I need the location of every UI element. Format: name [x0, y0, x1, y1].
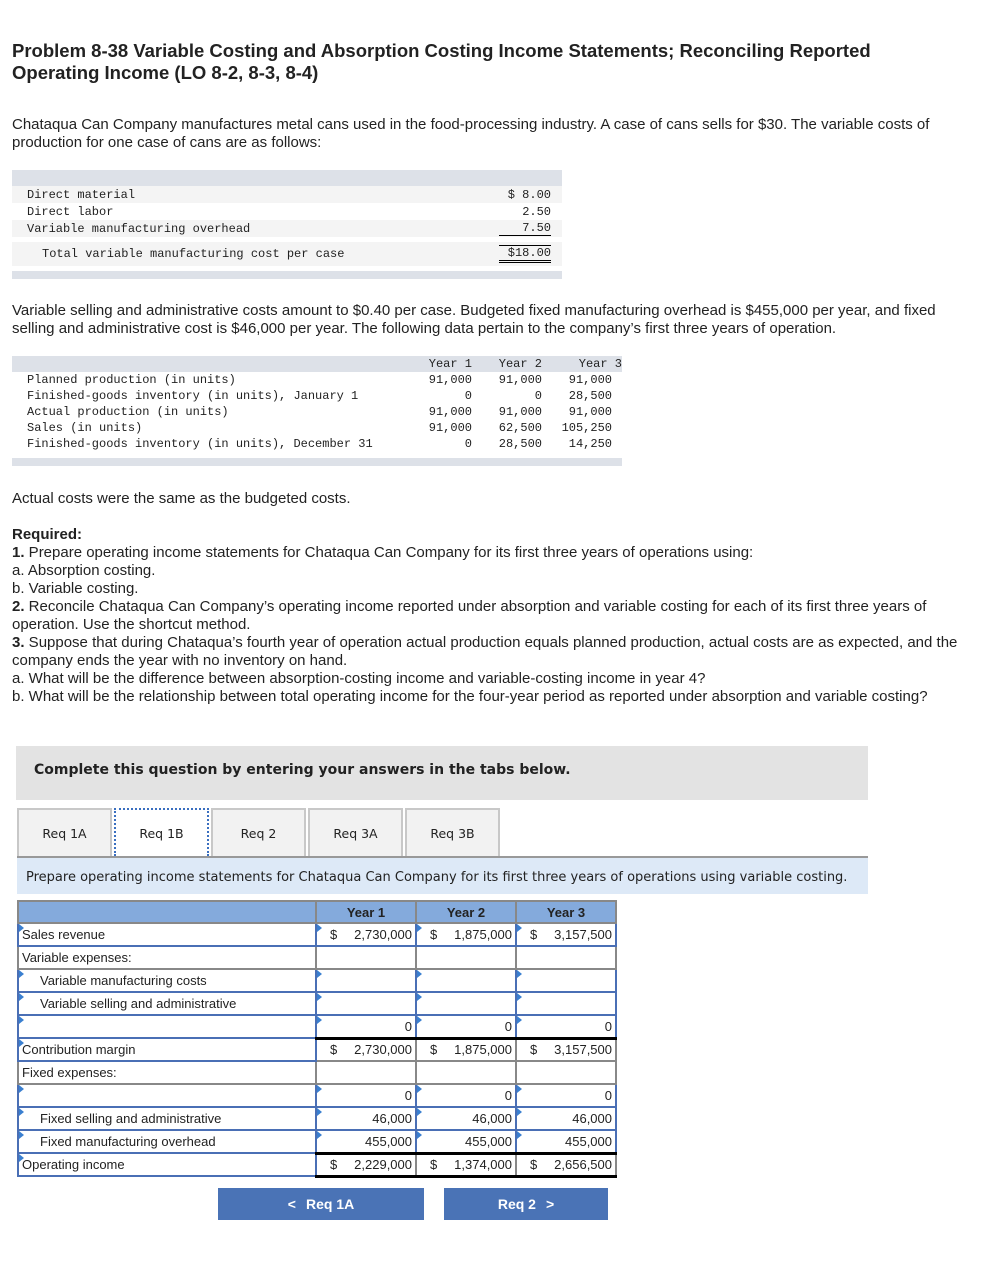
chevron-right-icon: > [545, 1196, 555, 1212]
header-row [18, 901, 616, 923]
amount-value: 0 [404, 1088, 412, 1103]
cell-value: 62,500 [498, 421, 542, 435]
amount-value: 455,000 [365, 1133, 412, 1149]
amount-cell[interactable] [316, 1130, 416, 1153]
amount-cell[interactable] [316, 992, 416, 1015]
amount-cell[interactable] [416, 969, 516, 992]
item-number: 3. [12, 634, 25, 651]
amount-value: 1,875,000 [454, 1042, 512, 1058]
amount-value: 455,000 [565, 1133, 612, 1149]
amount-value: 0 [604, 1088, 612, 1103]
cost-row [12, 220, 562, 237]
row-label-input[interactable] [18, 1107, 316, 1130]
cost-row [12, 203, 562, 220]
next-button[interactable]: Req 2 > [444, 1188, 608, 1220]
amount-value: 1,374,000 [454, 1157, 512, 1172]
row-label: Operating income [22, 1157, 125, 1172]
row-label-input[interactable] [18, 1153, 316, 1176]
amount-cell [316, 946, 416, 969]
cell-value: 0 [464, 437, 472, 451]
statement-row [18, 992, 616, 1015]
amount-value: 2,730,000 [354, 1042, 412, 1058]
table-row [12, 372, 622, 388]
amount-value: 46,000 [572, 1111, 612, 1126]
currency-symbol: $ [430, 927, 438, 942]
row-label-input[interactable] [18, 1015, 316, 1038]
cost-label: Variable manufacturing overhead [27, 221, 251, 236]
cell-value: 0 [534, 389, 542, 403]
cell-value: 91,000 [428, 373, 472, 387]
amount-cell[interactable] [316, 1015, 416, 1038]
amount-value: 0 [604, 1018, 612, 1034]
statement-row [18, 946, 616, 969]
row-label: Variable expenses: [22, 950, 132, 965]
amount-cell[interactable] [516, 1015, 616, 1038]
statement-row [18, 1153, 616, 1176]
cost-label: Direct material [27, 187, 136, 202]
paragraph-2: Variable selling and administrative costs amount to $0.40 per case. Budgeted fixed manufacturing overhead is $455,000 per year, and fixed selling and administrative cost is $46,000 per year. The following data pertain to the company’s first three years of operation. [12, 302, 936, 337]
amount-value: 0 [504, 1088, 512, 1103]
cell-value: 14,250 [568, 437, 612, 451]
item-text: b. Variable costing. [12, 580, 139, 597]
required-item [12, 580, 962, 598]
required-section [12, 526, 962, 706]
cell-value: 91,000 [498, 373, 542, 387]
amount-cell [416, 946, 516, 969]
variable-cost-table [12, 170, 562, 278]
required-item [12, 544, 962, 562]
cell-value: 28,500 [498, 437, 542, 451]
required-item [12, 598, 962, 634]
amount-cell [416, 1061, 516, 1084]
prev-button[interactable]: < Req 1A [218, 1188, 424, 1220]
amount-value: 46,000 [372, 1111, 412, 1126]
cell-value: 91,000 [498, 405, 542, 419]
cell-value: 28,500 [568, 389, 612, 403]
item-text: a. What will be the difference between absorption-costing income and variable-costing income in year 4? [12, 670, 706, 687]
intro-text: Chataqua Can Company manufactures metal cans used in the food-processing industry. A case of cans sells for $30. The variable costs of production for one case of cans are as follows: [12, 116, 930, 151]
amount-cell[interactable] [516, 1107, 616, 1130]
row-label: Finished-goods inventory (in units), December 31 [27, 437, 373, 451]
column-header: Year 2 [472, 356, 542, 372]
cell-value: 91,000 [428, 421, 472, 435]
tab-req-2[interactable]: Req 2 [211, 808, 306, 856]
statement-row [18, 1038, 616, 1061]
amount-cell [316, 1153, 416, 1176]
amount-value: 0 [404, 1018, 412, 1034]
cost-value: 2.50 [522, 204, 551, 219]
row-label: Actual production (in units) [27, 405, 229, 419]
row-label: Sales (in units) [27, 421, 143, 435]
row-label-input [18, 1061, 316, 1084]
column-header: Year 1 [402, 356, 472, 372]
actual-costs-note: Actual costs were the same as the budgeted costs. [12, 490, 351, 507]
tab-req-3b[interactable]: Req 3B [405, 808, 500, 856]
amount-value: 1,875,000 [454, 927, 512, 942]
row-label-input[interactable] [18, 923, 316, 946]
required-item [12, 634, 962, 670]
column-header: Year 3 [542, 356, 622, 372]
currency-symbol: $ [530, 927, 538, 942]
tab-instruction: Prepare operating income statements for Chataqua Can Company for its first three years of operations using variable costing. [17, 858, 868, 894]
total-value: $18.00 [499, 245, 551, 263]
column-header: Year 2 [416, 901, 516, 923]
amount-cell [316, 1061, 416, 1084]
currency-symbol: $ [330, 1042, 338, 1058]
column-header: Year 1 [316, 901, 416, 923]
currency-symbol: $ [430, 1042, 438, 1058]
cost-row [12, 186, 562, 203]
item-text: Suppose that during Chataqua’s fourth year of operation actual production equals planned production, actual costs are as expected, and the company ends the year with no inventory on hand. [12, 634, 958, 669]
amount-cell[interactable] [316, 1107, 416, 1130]
amount-value: 2,730,000 [354, 927, 412, 942]
table-row [12, 420, 622, 436]
row-label-input[interactable] [18, 1084, 316, 1107]
cell-value: 91,000 [568, 405, 612, 419]
item-text: b. What will be the relationship between total operating income for the four-year period as reported under absorption and variable costing? [12, 688, 928, 705]
amount-cell[interactable] [316, 1084, 416, 1107]
row-label: Variable selling and administrative [40, 996, 237, 1011]
statement-row [18, 923, 616, 946]
amount-cell[interactable] [516, 1084, 616, 1107]
table-row [12, 388, 622, 404]
cell-value: 105,250 [561, 421, 612, 435]
total-label: Total variable manufacturing cost per case [42, 247, 345, 261]
amount-cell [316, 1038, 416, 1061]
amount-value: 46,000 [472, 1111, 512, 1126]
amount-cell [516, 1061, 616, 1084]
item-text: a. Absorption costing. [12, 562, 156, 579]
row-label: Contribution margin [22, 1042, 136, 1057]
row-label: Fixed manufacturing overhead [40, 1134, 216, 1149]
row-label: Fixed selling and administrative [40, 1111, 222, 1126]
amount-cell[interactable] [316, 923, 416, 946]
row-label-input[interactable] [18, 992, 316, 1015]
required-item [12, 670, 962, 688]
row-label: Fixed expenses: [22, 1065, 117, 1080]
required-heading: Required: [12, 526, 83, 543]
required-item [12, 562, 962, 580]
amount-cell [516, 1153, 616, 1176]
chevron-left-icon: < [287, 1196, 296, 1212]
amount-cell[interactable] [416, 923, 516, 946]
production-table [12, 356, 622, 466]
item-text: Prepare operating income statements for Chataqua Can Company for its first three years of operations using: [24, 544, 754, 561]
cell-value: 0 [464, 389, 472, 403]
amount-cell[interactable] [416, 1084, 516, 1107]
statement-row [18, 1015, 616, 1038]
amount-value: 2,656,500 [554, 1157, 612, 1172]
item-number: 2. [12, 598, 25, 615]
currency-symbol: $ [530, 1042, 538, 1058]
statement-row [18, 1084, 616, 1107]
statement-row [18, 1061, 616, 1084]
column-header: Year 3 [516, 901, 616, 923]
amount-cell[interactable] [416, 1130, 516, 1153]
tab-bar [17, 808, 500, 856]
amount-cell[interactable] [316, 969, 416, 992]
cell-value: 91,000 [428, 405, 472, 419]
amount-cell[interactable] [516, 923, 616, 946]
amount-cell[interactable] [516, 969, 616, 992]
amount-cell [416, 1038, 516, 1061]
amount-cell[interactable] [516, 992, 616, 1015]
row-label: Finished-goods inventory (in units), January 1 [27, 389, 359, 403]
row-label: Sales revenue [22, 927, 106, 942]
amount-cell [416, 1153, 516, 1176]
amount-value: 0 [504, 1018, 512, 1034]
row-label: Variable manufacturing costs [40, 973, 207, 988]
statement-row [18, 969, 616, 992]
variable-costing-income-statement [17, 900, 617, 1178]
currency-symbol: $ [530, 1157, 538, 1172]
item-number: 1. [12, 544, 25, 561]
amount-value: 2,229,000 [354, 1157, 412, 1172]
problem-title: Problem 8-38 Variable Costing and Absorption Costing Income Statements; Reconciling Reported Operating Income (LO 8-2, 8-3, 8-4) [12, 40, 871, 83]
currency-symbol: $ [430, 1157, 438, 1172]
row-label-input [18, 946, 316, 969]
cell-value: 91,000 [568, 373, 612, 387]
tab-req-1b[interactable]: Req 1B [114, 808, 209, 856]
header-row [12, 356, 622, 372]
amount-cell[interactable] [416, 1107, 516, 1130]
amount-cell[interactable] [516, 1130, 616, 1153]
amount-value: 3,157,500 [554, 927, 612, 942]
required-item [12, 688, 962, 706]
table-row [12, 404, 622, 420]
statement-row [18, 1130, 616, 1153]
cost-label: Direct labor [27, 204, 114, 219]
cost-value: 7.50 [499, 221, 551, 236]
statement-row [18, 1107, 616, 1130]
amount-value: 455,000 [465, 1133, 512, 1149]
amount-value: 3,157,500 [554, 1042, 612, 1058]
row-label-input[interactable] [18, 1038, 316, 1061]
instructions-banner: Complete this question by entering your answers in the tabs below. [16, 746, 868, 800]
tab-req-3a[interactable]: Req 3A [308, 808, 403, 856]
amount-cell[interactable] [416, 1015, 516, 1038]
currency-symbol: $ [330, 1157, 338, 1172]
table-row [12, 436, 622, 452]
tab-req-1a[interactable]: Req 1A [17, 808, 112, 856]
currency-symbol: $ [330, 927, 338, 942]
row-label-input[interactable] [18, 969, 316, 992]
amount-cell [516, 1038, 616, 1061]
row-label: Planned production (in units) [27, 373, 236, 387]
amount-cell[interactable] [416, 992, 516, 1015]
row-label-input[interactable] [18, 1130, 316, 1153]
cost-value: $ 8.00 [507, 187, 551, 202]
amount-cell [516, 946, 616, 969]
item-text: Reconcile Chataqua Can Company’s operating income reported under absorption and variable costing for each of its first three years of operation. Use the shortcut method. [12, 598, 927, 633]
